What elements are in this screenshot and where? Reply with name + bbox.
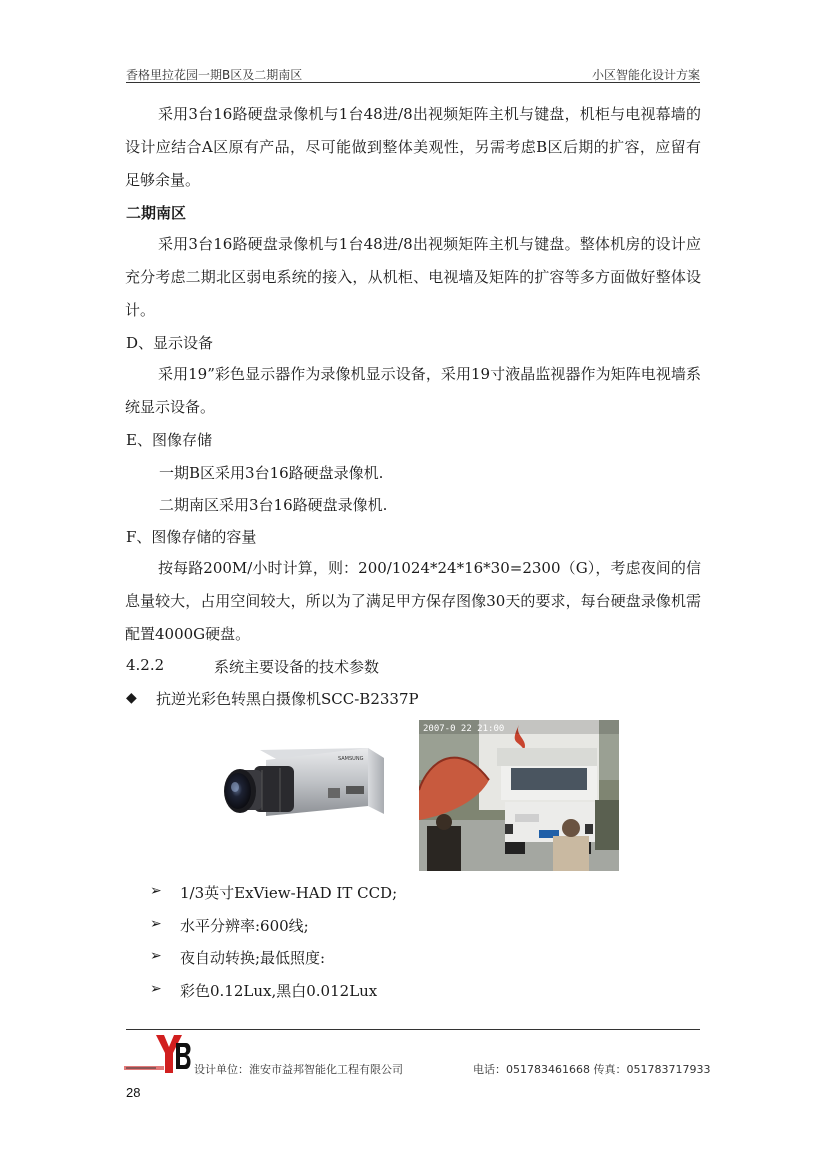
section-number: 4.2.2 — [126, 656, 165, 674]
company-logo — [124, 1033, 192, 1075]
paragraph-phase2-south: 采用3台16路硬盘录像机与1台48进/8出视频矩阵主机与键盘。整体机房的设计应充分考虑二期北区弱电系统的接入，从机柜、电视墙及矩阵的扩容等多方面做好整体设计。 — [125, 235, 701, 319]
header-project-name: 香格里拉花园一期B区及二期南区 — [126, 68, 303, 82]
footer-contact: 电话：051783461668 传真：051783717933 — [473, 1063, 711, 1076]
paragraph-display: 采用19”彩色显示器作为录像机显示设备，采用19寸液晶监视器作为矩阵电视墙系统显示设备。 — [125, 365, 701, 416]
section-e-title: E、图像存储 — [126, 431, 212, 449]
page-number: 28 — [126, 1085, 141, 1100]
section-title: 系统主要设备的技术参数 — [214, 658, 380, 676]
header-document-title: 小区智能化设计方案 — [591, 68, 700, 82]
paragraph-b-area: 采用3台16路硬盘录像机与1台48进/8出视频矩阵主机与键盘，机柜与电视幕墙的设计应结合A区原有产品，尽可能做到整体美观性，另需考虑B区后期的扩容，应留有足够余量。 — [125, 105, 701, 189]
page-header — [126, 66, 700, 83]
spec-item: 彩色0.12Lux,黑白0.012Lux — [180, 982, 378, 1000]
footer-divider — [126, 1029, 700, 1030]
heading-phase2-south: 二期南区 — [126, 204, 187, 222]
camera-model-title: 抗逆光彩色转黑白摄像机SCC-B2337P — [156, 690, 419, 708]
camera-brand-text: SAMSUNG — [338, 756, 364, 762]
paragraph-capacity: 按每路200M/小时计算，则：200/1024*24*16*30=2300（G），考虑夜间的信息量较大，占用空间较大，所以为了满足甲方保存图像30天的要求，每台硬盘录像机需配置4000G硬盘。 — [125, 559, 701, 643]
arrow-bullet-icon: ➢ — [150, 981, 162, 997]
spec-item: 水平分辨率:600线; — [180, 917, 309, 935]
cctv-sample-image — [419, 720, 619, 871]
section-f-title: F、图像存储的容量 — [126, 528, 257, 546]
arrow-bullet-icon: ➢ — [150, 948, 162, 964]
camera-product-image — [218, 744, 388, 830]
footer-company: 设计单位：淮安市益邦智能化工程有限公司 — [194, 1063, 403, 1076]
diamond-bullet-icon: ◆ — [126, 690, 137, 706]
storage-line-phase1: 一期B区采用3台16路硬盘录像机. — [159, 464, 384, 482]
section-d-title: D、显示设备 — [126, 334, 214, 352]
cctv-timestamp: 2007-0 22 21:00 — [423, 724, 505, 734]
arrow-bullet-icon: ➢ — [150, 916, 162, 932]
storage-line-phase2: 二期南区采用3台16路硬盘录像机. — [159, 496, 388, 514]
spec-item: 1/3英寸ExView-HAD IT CCD; — [180, 884, 398, 902]
arrow-bullet-icon: ➢ — [150, 883, 162, 899]
spec-item: 夜自动转换;最低照度: — [180, 949, 326, 967]
